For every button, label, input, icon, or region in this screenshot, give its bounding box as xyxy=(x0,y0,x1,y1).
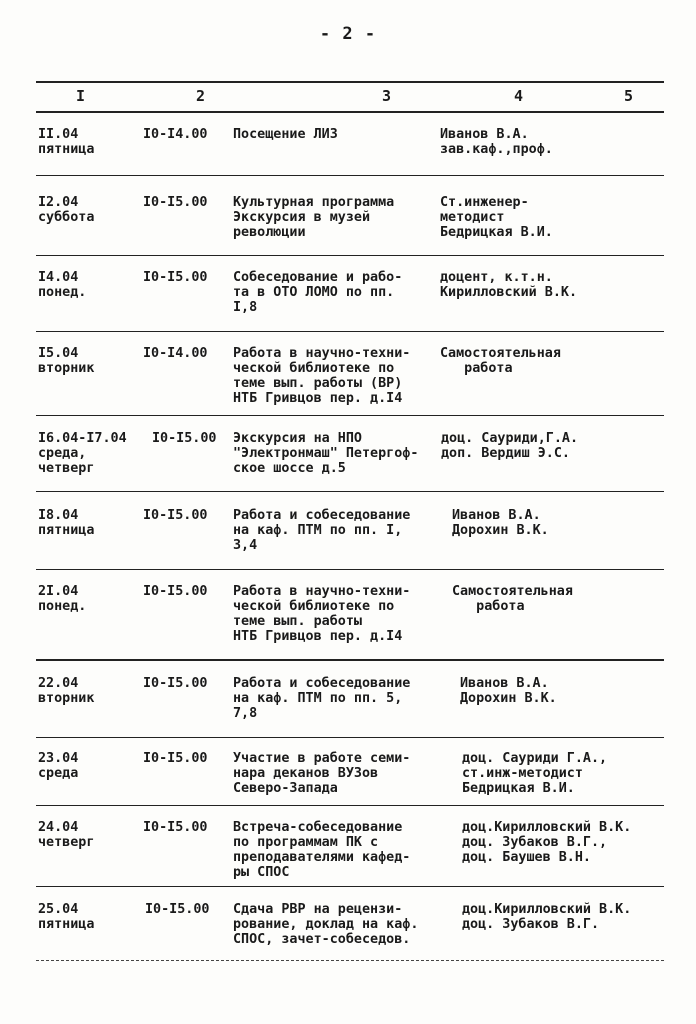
row-separator xyxy=(36,331,664,332)
table-bottom-rule xyxy=(36,960,664,961)
table-row-date: I2.04 суббота xyxy=(38,195,95,225)
table-row-responsible: Иванов В.А. Дорохин В.К. xyxy=(452,508,549,538)
column-header-3: 3 xyxy=(382,87,392,105)
table-row-time: I0-I5.00 xyxy=(143,820,208,835)
table-row-activity: Работа в научно-техни- ческой библиотеке по теме вып. работы (ВР) НТБ Гривцов пер. д.I4 xyxy=(233,346,411,406)
table-row-time: I0-I5.00 xyxy=(145,902,210,917)
row-separator xyxy=(36,886,664,887)
table-row-time: I0-I5.00 xyxy=(143,584,208,599)
row-separator xyxy=(36,569,664,570)
row-separator xyxy=(36,737,664,738)
table-row-time: I0-I5.00 xyxy=(143,676,208,691)
table-row-responsible: доц.Кирилловский В.К. доц. Зубаков В.Г., доц. Баушев В.Н. xyxy=(462,820,632,865)
table-row-responsible: Иванов В.А. Дорохин В.К. xyxy=(460,676,557,706)
table-row-activity: Сдача РВР на рецензи- рование, доклад на каф. СПОС, зачет-собеседов. xyxy=(233,902,419,947)
table-row-responsible: доцент, к.т.н. Кирилловский В.К. xyxy=(440,270,578,300)
header-bottom-rule xyxy=(36,111,664,113)
table-row-time: I0-I5.00 xyxy=(143,508,208,523)
table-row-responsible: Самостоятельная работа xyxy=(440,346,561,376)
table-row-activity: Экскурсия на НПО "Электронмаш" Петергоф- ское шоссе д.5 xyxy=(233,431,419,476)
table-row-time: I0-I5.00 xyxy=(143,195,208,210)
table-row-responsible: доц. Сауриди,Г.А. доп. Вердиш Э.С. xyxy=(441,431,579,461)
column-header-4: 4 xyxy=(514,87,524,105)
table-row-activity: Участие в работе семи- нара деканов ВУЗов Северо-Запада xyxy=(233,751,411,796)
table-row-activity: Посещение ЛИЗ xyxy=(233,127,338,142)
table-row-responsible: Самостоятельная работа xyxy=(452,584,573,614)
table-row-responsible: Ст.инженер- методист Бедрицкая В.И. xyxy=(440,195,553,240)
table-row-activity: Встреча-собеседование по программам ПК с преподавателями кафед- ры СПОС xyxy=(233,820,411,880)
table-row-time: I0-I4.00 xyxy=(143,346,208,361)
table-row-date: 23.04 среда xyxy=(38,751,79,781)
table-row-date: 2I.04 понед. xyxy=(38,584,87,614)
row-separator xyxy=(36,175,664,176)
table-row-responsible: доц.Кирилловский В.К. доц. Зубаков В.Г. xyxy=(462,902,632,932)
table-row-time: I0-I4.00 xyxy=(143,127,208,142)
table-row-activity: Работа в научно-техни- ческой библиотеке по теме вып. работы НТБ Гривцов пер. д.I4 xyxy=(233,584,411,644)
table-row-date: 24.04 четверг xyxy=(38,820,95,850)
table-row-activity: Культурная программа Экскурсия в музей революции xyxy=(233,195,395,240)
table-row-time: I0-I5.00 xyxy=(152,431,217,446)
table-row-date: 22.04 вторник xyxy=(38,676,95,706)
table-row-time: I0-I5.00 xyxy=(143,751,208,766)
page-number: - 2 - xyxy=(319,24,377,44)
row-separator xyxy=(36,805,664,806)
column-header-1: I xyxy=(76,87,86,105)
table-row-activity: Работа и собеседование на каф. ПТМ по пп. I, 3,4 xyxy=(233,508,411,553)
column-header-5: 5 xyxy=(624,87,634,105)
table-row-date: I5.04 вторник xyxy=(38,346,95,376)
table-row-date: I8.04 пятница xyxy=(38,508,95,538)
row-separator xyxy=(36,659,664,661)
table-row-date: I4.04 понед. xyxy=(38,270,87,300)
table-row-date: II.04 пятница xyxy=(38,127,95,157)
row-separator xyxy=(36,415,664,416)
table-row-activity: Собеседование и рабо- та в ОТО ЛОМО по пп. I,8 xyxy=(233,270,403,315)
row-separator xyxy=(36,255,664,256)
table-row-date: 25.04 пятница xyxy=(38,902,95,932)
table-row-date: I6.04-I7.04 среда, четверг xyxy=(38,431,127,476)
table-row-activity: Работа и собеседование на каф. ПТМ по пп. 5, 7,8 xyxy=(233,676,411,721)
table-row-responsible: Иванов В.А. зав.каф.,проф. xyxy=(440,127,553,157)
row-separator xyxy=(36,491,664,492)
table-row-time: I0-I5.00 xyxy=(143,270,208,285)
column-header-2: 2 xyxy=(196,87,206,105)
table-top-rule xyxy=(36,81,664,83)
table-row-responsible: доц. Сауриди Г.А., ст.инж-методист Бедрицкая В.И. xyxy=(462,751,608,796)
